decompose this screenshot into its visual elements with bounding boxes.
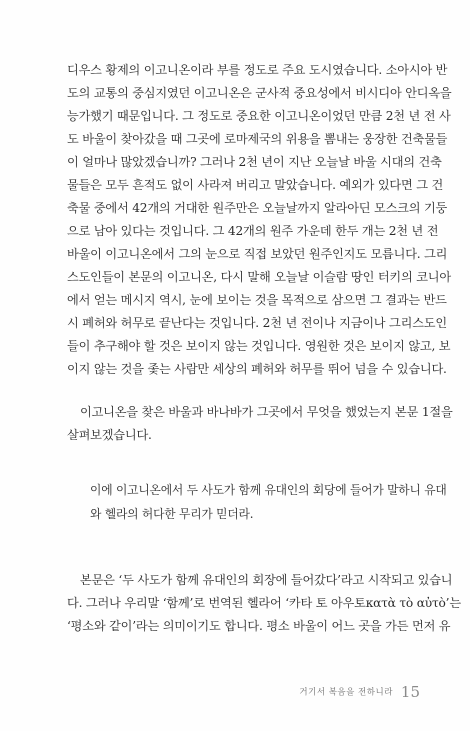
- text-line: 살펴보겠습니다.: [67, 428, 152, 442]
- text-line: 바울이 이고니온에서 그의 눈으로 직접 보았던 원주인지도 모릅니다. 그리: [67, 247, 448, 261]
- text-line: 이고니온을 찾은 바울과 바나바가 그곳에서 무엇을 했었는지 본문 1절을: [80, 405, 453, 419]
- text-line: 디우스 황제의 이고니온이라 부를 정도로 주요 도시였습니다. 소아시아 반: [67, 63, 448, 77]
- text-line: ‘평소와 같이’라는 의미이기도 합니다. 평소 바울이 어느 곳을 가든 먼저 유: [67, 619, 451, 633]
- text-line: 도의 교통의 중심지였던 이고니온은 군사적 중요성에서 비시디아 안디옥을: [67, 86, 452, 100]
- text-line: 축물 중에서 42개의 거대한 원주만은 오늘날까지 알라아딘 모스크의 기둥: [67, 201, 448, 215]
- text-line: 이지 않는 것을 좇는 사람만 세상의 폐허와 허무를 뛰어 넘을 수 있습니다.: [67, 362, 447, 376]
- page-number: 15: [400, 682, 420, 701]
- text-line: 스도인들이 본문의 이고니온, 다시 말해 오늘날 이슬람 땅인 터키의 코니아: [67, 270, 451, 284]
- text-line: 능가했기 때문입니다. 그 정도로 중요한 이고니온이었던 만큼 2천 년 전 사: [67, 109, 451, 123]
- text-line: 물들은 모두 흔적도 없이 사라져 버리고 말았습니다. 예외가 있다면 그 건: [67, 178, 444, 192]
- text-line: 도 바울이 찾아갔을 때 그곳에 로마제국의 위용을 뽐내는 웅장한 건축물들: [67, 132, 448, 146]
- text-line: 이 얼마나 많았겠습니까? 그러나 2천 년이 지난 오늘날 바울 시대의 건축: [67, 155, 442, 169]
- running-title: 거기서 복음을 전하니라: [299, 687, 393, 698]
- text-line: 다. 그러나 우리말 ‘함께’로 번역된 헬라어 ‘카타 토 아우토κατὰ τὸ αὐτὸ’는: [67, 596, 461, 610]
- page-footer: [280, 681, 420, 701]
- text-line: 들이 추구해야 할 것은 보이지 않는 것입니다. 영원한 것은 보이지 않고, 보: [67, 339, 451, 353]
- text-line: 본문은 ‘두 사도가 함께 유대인의 회장에 들어갔다’라고 시작되고 있습니: [80, 573, 453, 587]
- text-line: 에서 얻는 메시지 역시, 눈에 보이는 것을 목적으로 삼으면 그 결과는 반드: [67, 293, 447, 307]
- quote-line: 이에 이고니온에서 두 사도가 함께 유대인의 회당에 들어가 말하니 유대: [90, 483, 447, 497]
- text-line: 시 폐허와 허무로 끝난다는 것입니다. 2천 년 전이나 지금이나 그리스도인: [67, 316, 447, 330]
- text-line: 으로 남아 있다는 것입니다. 그 42개의 원주 가운데 한두 개는 2천 년 전: [67, 224, 439, 238]
- quote-line: 와 헬라의 허다한 무리가 믿더라.: [90, 507, 254, 521]
